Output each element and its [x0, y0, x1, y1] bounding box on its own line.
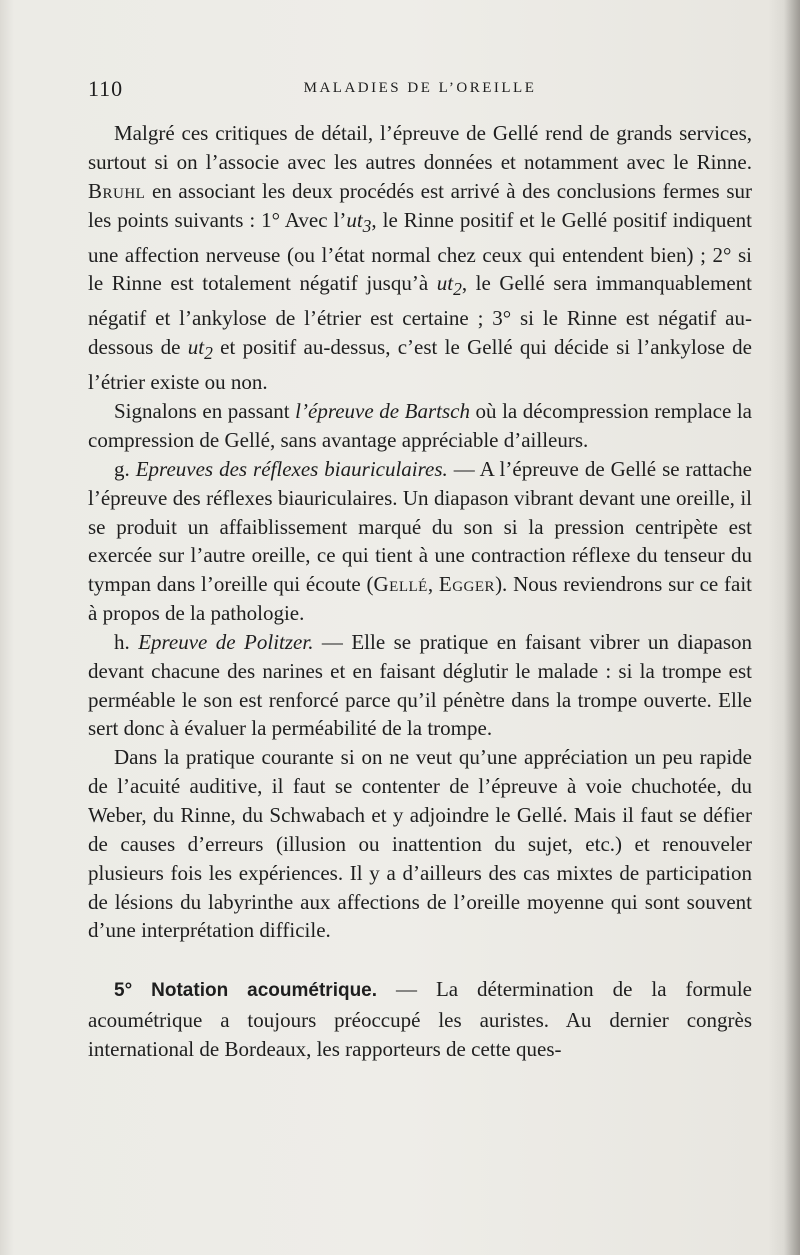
note-name: ut: [346, 207, 363, 232]
text-run: — Elle se pratique en faisant vibrer un diapason devant chacune des narines et en faisant déglutir le malade : si la trompe est perméable le son est renforcé parce qu’il pénètre dans la trompe ouverte. Elle sert donc à évaluer la perméabilité de la trompe.: [88, 629, 753, 741]
text-run: en associant les deux procédés est arrivé à des conclusions fermes sur les points suivants : 1° Avec l’: [88, 178, 752, 232]
body-text: [88, 119, 752, 1064]
section-heading-h: Epreuve de Politzer.: [138, 629, 314, 654]
page-spine-shadow: [784, 0, 800, 1255]
text-run: g.: [114, 456, 136, 481]
note-octave: 2: [204, 343, 213, 364]
author-bruhl: Bruhl: [88, 178, 146, 203]
section-heading-5: 5° Notation acoumétrique.: [114, 980, 378, 1002]
text-run: , le Gellé sera immanquablement négatif et l’ankylose de l’étrier est certaine ; 3° si le Rinne est négatif au-dessous de: [88, 271, 752, 360]
note-name: ut: [187, 335, 205, 360]
paragraph-reflexes: [88, 455, 752, 628]
note-name: ut: [436, 271, 454, 296]
text-run: où la décompression remplace la compression de Gellé, sans avantage appréciable d’ailleurs.: [88, 399, 752, 452]
author-egger: Egger: [438, 572, 496, 597]
note-octave: 3: [362, 215, 372, 236]
paragraph-notation: [88, 975, 752, 1064]
text-run: ,: [427, 572, 439, 597]
text-run: h.: [114, 629, 139, 654]
text-run: Dans la pratique courante si on ne veut qu’une appréciation un peu rapide de l’acuité auditive, il faut se contenter de l’épreuve à voie chuchotée, du Weber, du Rinne, du Schwabach et y adjoindre le Gellé. Mais il faut se défier de causes d’erreurs (illusion ou inattention du sujet, etc.) et renouveler plusieurs fois les expériences. Il y a d’ailleurs des cas mixtes de participation de lésions du labyrinthe aux affections de l’oreille moyenne qui sont souvent d’une interprétation difficile.: [88, 745, 752, 943]
term-bartsch: l’épreuve de Bartsch: [295, 399, 470, 424]
paragraph-bartsch: [88, 397, 752, 455]
paragraph-pratique: [88, 743, 752, 945]
text-run: Malgré ces critiques de détail, l’épreuve de Gellé rend de grands services, surtout si on l’associe avec les autres données et notamment avec le Rinne.: [88, 121, 752, 174]
note-ut2: [187, 335, 213, 364]
text-run: , le Rinne positif et le Gellé positif indiquent une affection nerveuse (ou l’état normal chez ceux qui entendent bien) ; 2° si le Rinne est totalement négatif jusqu’à: [88, 207, 752, 296]
text-run: et positif au-dessus, c’est le Gellé qui décide si l’ankylose de l’étrier existe ou non.: [88, 335, 752, 395]
page-header: [88, 76, 752, 110]
note-octave: 2: [453, 279, 462, 300]
author-gelle: Gellé: [373, 572, 428, 597]
paragraph-gelle-bruhl: [88, 119, 752, 397]
text-run: Signalons en passant: [114, 399, 296, 424]
paragraph-politzer: [88, 628, 752, 743]
note-ut2: [436, 271, 462, 300]
running-title: MALADIES DE L’OREILLE: [303, 80, 537, 96]
page-number: 110: [88, 76, 124, 101]
text-run: ). Nous reviendrons sur ce fait à propos de la pathologie.: [88, 572, 753, 626]
section-heading-g: Epreuves des réflexes biauriculaires.: [135, 456, 448, 481]
note-ut3: [346, 207, 372, 236]
text-run: — La détermination de la formule acoumétrique a toujours préoccupé les auristes. Au dernier congrès international de Bordeaux, les rapporteurs de cette ques-: [88, 977, 752, 1061]
text-run: — A l’épreuve de Gellé se rattache l’épreuve des réflexes biauriculaires. Un diapason vibrant devant une oreille, il se produit un affaiblissement marqué du son si la pression centripète est exercée sur l’autre oreille, ce qui tient à une contraction réflexe du tenseur du tympan dans l’oreille qui écoute (: [88, 456, 752, 597]
